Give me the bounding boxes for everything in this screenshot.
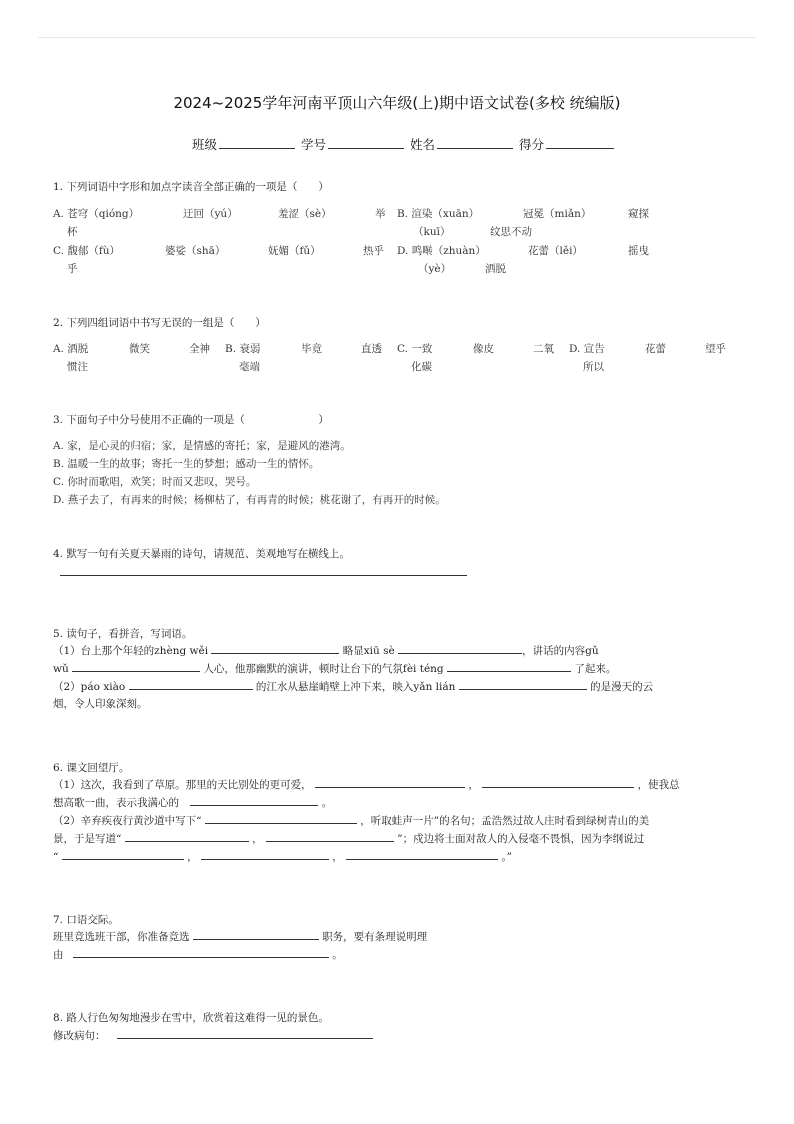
question-6-stem: 6. 课文回望厅。 bbox=[53, 762, 130, 774]
q2-option-a-1: A. 洒脱 bbox=[53, 343, 89, 355]
q6-blank-7[interactable] bbox=[62, 847, 184, 860]
number-blank[interactable] bbox=[328, 136, 404, 149]
q6-l2-text-a: 想高歌一曲，表示我满心的 bbox=[53, 797, 179, 809]
q2-option-c-4: 化碳 bbox=[411, 361, 432, 373]
q5-l3-text-c: 的是漫天的云 bbox=[590, 681, 654, 693]
q6-line-2 bbox=[53, 793, 332, 812]
q1-option-a-5: 杯 bbox=[67, 226, 78, 238]
q7-l1-text-b: 职务，要有条理说明理 bbox=[322, 931, 428, 943]
q2-option-b-2: 毕竟 bbox=[301, 343, 322, 355]
q6-l3-text-a: （2）辛弃疾夜行黄沙道中写下“ bbox=[53, 815, 202, 827]
q5-blank-guwu[interactable] bbox=[72, 659, 200, 672]
q1-option-a-4: 举 bbox=[375, 208, 386, 220]
q6-blank-3[interactable] bbox=[190, 793, 318, 806]
q6-l3-text-b: ，听取蛙声一片”的名句；孟浩然过故人庄时看到绿树青山的美 bbox=[360, 815, 650, 827]
q3-option-d: D. 燕子去了，有再来的时候；杨柳枯了，有再青的时候；桃花谢了，有再开的时候。 bbox=[53, 494, 446, 506]
q6-line-1 bbox=[53, 775, 680, 794]
q1-option-c-4: 热乎 bbox=[363, 245, 384, 257]
q2-option-d-4: 所以 bbox=[583, 361, 604, 373]
q1-option-c-1: C. 馥郁（fù） bbox=[53, 245, 120, 257]
question-7-stem: 7. 口语交际。 bbox=[53, 914, 119, 926]
q6-blank-6[interactable] bbox=[266, 829, 394, 842]
q5-l2-text-c: 了起来。 bbox=[574, 663, 617, 675]
question-2-stem: 2. 下列四组词语中书写无误的一组是（ ） bbox=[53, 317, 266, 329]
q6-l1-text-b: ， bbox=[468, 779, 479, 791]
q7-l2-text-b: 。 bbox=[332, 949, 343, 961]
q6-l5-text-b: ， bbox=[187, 851, 198, 863]
q2-option-b-4: 毫端 bbox=[239, 361, 260, 373]
q1-option-b-2: 冠冕（miǎn） bbox=[523, 208, 592, 220]
q1-option-d-5: 洒脱 bbox=[485, 263, 506, 275]
q2-option-c-1: C. 一致 bbox=[397, 343, 433, 355]
q2-option-d-1: D. 宣告 bbox=[569, 343, 605, 355]
q7-blank-position[interactable] bbox=[193, 927, 319, 940]
q6-l4-text-c: ”；戍边将士面对敌人的入侵毫不畏惧，因为李纲说过 bbox=[397, 833, 645, 845]
q5-blank-xiuse[interactable] bbox=[398, 641, 522, 654]
q6-l1-text-a: （1）这次，我看到了草原。那里的天比别处的更可爱， bbox=[53, 779, 312, 791]
class-blank[interactable] bbox=[219, 136, 295, 149]
q1-option-a-2: 迂回（yú） bbox=[183, 208, 238, 220]
q6-l5-text-a: “ bbox=[53, 851, 59, 863]
q5-blank-feiteng[interactable] bbox=[447, 659, 571, 672]
q2-option-b-3: 直透 bbox=[361, 343, 382, 355]
q8-answer-blank[interactable] bbox=[117, 1026, 373, 1039]
q4-answer-line[interactable] bbox=[60, 575, 467, 576]
q1-option-b-5: 纹思不动 bbox=[490, 226, 532, 238]
q3-option-b: B. 温暖一生的故事；寄托一生的梦想；感动一生的情怀。 bbox=[53, 458, 320, 470]
q1-option-d-2: 花蕾（lěi） bbox=[528, 245, 583, 257]
class-label: 班级 bbox=[192, 137, 218, 152]
number-label: 学号 bbox=[301, 137, 327, 152]
q7-l2-text-a: 由 bbox=[53, 949, 64, 961]
q6-blank-8[interactable] bbox=[201, 847, 329, 860]
q7-l1-text-a: 班里竞选班干部，你准备竞选 bbox=[53, 931, 190, 943]
q2-option-d-3: 望乎 bbox=[705, 343, 726, 355]
q1-option-d-4: （yè） bbox=[418, 263, 452, 275]
q1-option-a-1: A. 苍穹（qióng） bbox=[53, 208, 140, 220]
q3-option-c: C. 你时而歌唱，欢笑；时而又悲叹，哭号。 bbox=[53, 476, 257, 488]
q6-blank-2[interactable] bbox=[482, 775, 634, 788]
q6-blank-4[interactable] bbox=[205, 811, 357, 824]
q5-line-2 bbox=[53, 659, 616, 678]
q5-l3-text-b: 的江水从悬崖峭壁上冲下来，映入yǎn lián bbox=[255, 681, 456, 693]
q5-blank-zhengwei[interactable] bbox=[211, 641, 339, 654]
q5-l1-text-b: 略显xiū sè bbox=[342, 645, 395, 657]
page-title: 2024~2025学年河南平顶山六年级(上)期中语文试卷(多校 统编版) bbox=[173, 94, 621, 112]
q5-line-4: 烟，令人印象深刻。 bbox=[53, 698, 148, 710]
q5-l1-text-a: （1）台上那个年轻的zhèng wěi bbox=[53, 645, 209, 657]
q6-l5-text-c: ， bbox=[332, 851, 343, 863]
q7-line-1 bbox=[53, 927, 427, 946]
q6-l2-text-b: 。 bbox=[321, 797, 333, 809]
q8-label: 修改病句： bbox=[53, 1030, 106, 1042]
q1-option-a-3: 羞涩（sè） bbox=[278, 208, 332, 220]
q2-option-c-2: 像皮 bbox=[473, 343, 494, 355]
q5-l2-text-a: wǔ bbox=[53, 663, 69, 675]
q1-option-b-4: （kuī） bbox=[413, 226, 451, 238]
question-4-stem: 4. 默写一句有关夏天暴雨的诗句，请规范、美观地写在横线上。 bbox=[53, 548, 350, 560]
q1-option-c-3: 妩媚（fǔ） bbox=[268, 245, 321, 257]
score-label: 得分 bbox=[519, 137, 545, 152]
q2-option-a-4: 惯注 bbox=[67, 361, 88, 373]
q6-blank-1[interactable] bbox=[315, 775, 465, 788]
q6-line-3 bbox=[53, 811, 649, 830]
q2-option-a-3: 全神 bbox=[189, 343, 210, 355]
q1-option-b-3: 窥探 bbox=[628, 208, 649, 220]
q5-l3-text-a: （2）páo xiào bbox=[53, 681, 126, 693]
q5-l2-text-b: 人心，他那幽默的演讲，顿时让台下的气氛fèi téng bbox=[203, 663, 444, 675]
q7-blank-reason[interactable] bbox=[73, 945, 329, 958]
student-info-row bbox=[192, 135, 616, 153]
q1-option-d-3: 摇曳 bbox=[628, 245, 649, 257]
q1-option-b-1: B. 渲染（xuān） bbox=[397, 208, 480, 220]
q5-blank-paoxiao[interactable] bbox=[129, 677, 253, 690]
q1-option-d-1: D. 鸣啭（zhuàn） bbox=[397, 245, 486, 257]
question-3-stem: 3. 下面句子中分号使用不正确的一项是（ ） bbox=[53, 414, 329, 426]
q1-option-c-2: 婆娑（shā） bbox=[165, 245, 226, 257]
q5-blank-yanlian[interactable] bbox=[459, 677, 587, 690]
header-rule bbox=[38, 37, 756, 38]
q6-l1-text-c: ，使我总 bbox=[637, 779, 680, 791]
q6-l5-text-d: 。” bbox=[501, 851, 513, 863]
q7-line-2 bbox=[53, 945, 343, 964]
q6-l4-text-b: ， bbox=[252, 833, 263, 845]
q6-blank-9[interactable] bbox=[346, 847, 498, 860]
q6-line-5 bbox=[53, 847, 512, 866]
question-5-stem: 5. 读句子，看拼音，写词语。 bbox=[53, 628, 193, 640]
question-1-stem: 1. 下列词语中字形和加点字读音全部正确的一项是（ ） bbox=[53, 181, 329, 193]
q6-l4-text-a: 景，于是写道“ bbox=[53, 833, 122, 845]
q2-option-d-2: 花蕾 bbox=[645, 343, 666, 355]
q3-option-a: A. 家，是心灵的归宿；家，是情感的寄托；家，是避风的港湾。 bbox=[53, 440, 351, 452]
q6-line-4 bbox=[53, 829, 644, 848]
q6-blank-5[interactable] bbox=[125, 829, 249, 842]
q5-line-1 bbox=[53, 641, 599, 660]
q8-line bbox=[53, 1026, 373, 1045]
q2-option-b-1: B. 衰弱 bbox=[225, 343, 261, 355]
q5-l1-text-c: ，讲话的内容gǔ bbox=[522, 645, 599, 657]
q1-option-c-5: 乎 bbox=[67, 263, 78, 275]
question-8-stem: 8. 路人行色匆匆地漫步在雪中，欣赏着这难得一见的景色。 bbox=[53, 1012, 329, 1024]
q2-option-c-3: 二氧 bbox=[533, 343, 554, 355]
score-blank[interactable] bbox=[546, 136, 614, 149]
q2-option-a-2: 微笑 bbox=[129, 343, 150, 355]
name-label: 姓名 bbox=[410, 137, 436, 152]
q5-line-3 bbox=[53, 677, 653, 696]
name-blank[interactable] bbox=[437, 136, 513, 149]
